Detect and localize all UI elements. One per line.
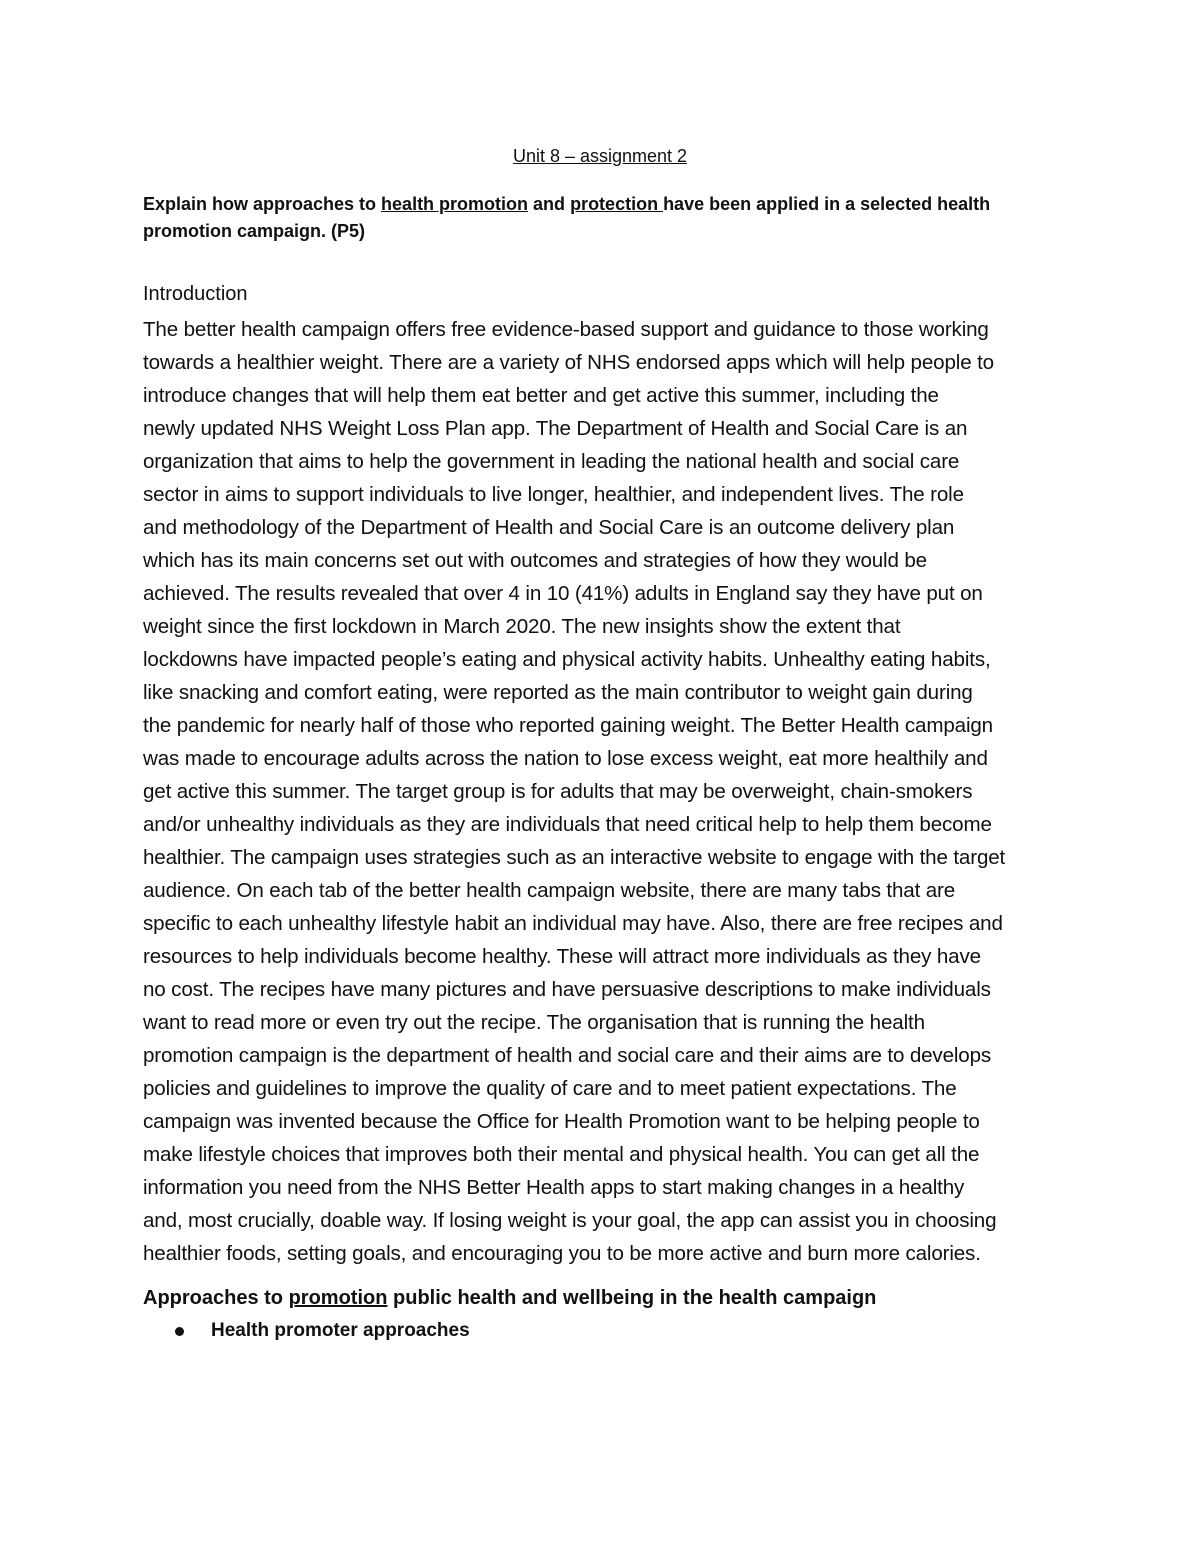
introduction-heading: Introduction: [143, 283, 248, 305]
paragraph-line: information you need from the NHS Better Health apps to start making changes in a healthy: [143, 1176, 965, 1199]
paragraph-line: get active this summer. The target group is for adults that may be overweight, chain-smokers: [143, 780, 973, 803]
paragraph-line: healthier. The campaign uses strategies such as an interactive website to engage with the target: [143, 846, 1006, 869]
paragraph-line: healthier foods, setting goals, and encouraging you to be more active and burn more calories.: [143, 1242, 981, 1265]
paragraph-line: like snacking and comfort eating, were reported as the main contributor to weight gain during: [143, 681, 973, 704]
assignment-question: [143, 191, 1058, 245]
section-heading-text-2: public health and wellbeing in the health campaign: [387, 1287, 877, 1309]
question-underlined-protection: protection: [570, 194, 664, 214]
section-heading-underlined-promotion: promotion: [288, 1287, 388, 1309]
paragraph-line: organization that aims to help the government in leading the national health and social care: [143, 450, 960, 473]
paragraph-line: audience. On each tab of the better health campaign website, there are many tabs that are: [143, 879, 956, 902]
paragraph-line: achieved. The results revealed that over 4 in 10 (41%) adults in England say they have put on: [143, 582, 983, 605]
paragraph-line: promotion campaign is the department of health and social care and their aims are to develops: [143, 1044, 992, 1067]
paragraph-line: which has its main concerns set out with outcomes and strategies of how they would be: [143, 549, 927, 572]
paragraph-line: towards a healthier weight. There are a variety of NHS endorsed apps which will help people to: [143, 351, 994, 374]
bullet-item: [143, 1318, 470, 1344]
approaches-section-heading: [143, 1285, 876, 1311]
question-text-1: Explain how approaches to: [143, 194, 382, 214]
paragraph-line: no cost. The recipes have many pictures and have persuasive descriptions to make individuals: [143, 978, 991, 1001]
paragraph-line: introduce changes that will help them eat better and get active this summer, including the: [143, 384, 939, 407]
paragraph-line: resources to help individuals become healthy. These will attract more individuals as they have: [143, 945, 981, 968]
paragraph-line: policies and guidelines to improve the quality of care and to meet patient expectations. The: [143, 1077, 957, 1100]
paragraph-line: and, most crucially, doable way. If losing weight is your goal, the app can assist you in choosing: [143, 1209, 997, 1232]
paragraph-line: make lifestyle choices that improves both their mental and physical health. You can get all the: [143, 1143, 980, 1166]
paragraph-line: and/or unhealthy individuals as they are individuals that need critical help to help them become: [143, 813, 992, 836]
paragraph-line: campaign was invented because the Office for Health Promotion want to be helping people to: [143, 1110, 980, 1133]
paragraph-line: and methodology of the Department of Health and Social Care is an outcome delivery plan: [143, 516, 955, 539]
paragraph-line: specific to each unhealthy lifestyle habit an individual may have. Also, there are free recipes and: [143, 912, 1003, 935]
paragraph-line: want to read more or even try out the recipe. The organisation that is running the health: [143, 1011, 925, 1034]
paragraph-line: newly updated NHS Weight Loss Plan app. The Department of Health and Social Care is an: [143, 417, 968, 440]
bullet-text: Health promoter approaches: [211, 1320, 470, 1341]
section-heading-text-1: Approaches to: [143, 1287, 289, 1309]
question-text-3: have been applied in a selected health promotion campaign. (P5): [143, 194, 991, 241]
paragraph-line: was made to encourage adults across the nation to lose excess weight, eat more healthily and: [143, 747, 988, 770]
document-title: Unit 8 – assignment 2: [512, 146, 688, 166]
question-text-2: and: [528, 194, 571, 214]
paragraph-line: lockdowns have impacted people’s eating and physical activity habits. Unhealthy eating habits,: [143, 648, 991, 671]
paragraph-line: the pandemic for nearly half of those who reported gaining weight. The Better Health campaign: [143, 714, 993, 737]
bullet-dot-icon: [175, 1327, 184, 1336]
paragraph-line: The better health campaign offers free evidence-based support and guidance to those working: [143, 318, 989, 341]
paragraph-line: weight since the first lockdown in March 2020. The new insights show the extent that: [143, 615, 901, 638]
paragraph-line: sector in aims to support individuals to live longer, healthier, and independent lives. The role: [143, 483, 964, 506]
introduction-paragraph: [143, 313, 1065, 1270]
question-underlined-health-promotion: health promotion: [381, 194, 529, 214]
approaches-bullet-list: [143, 1318, 470, 1344]
